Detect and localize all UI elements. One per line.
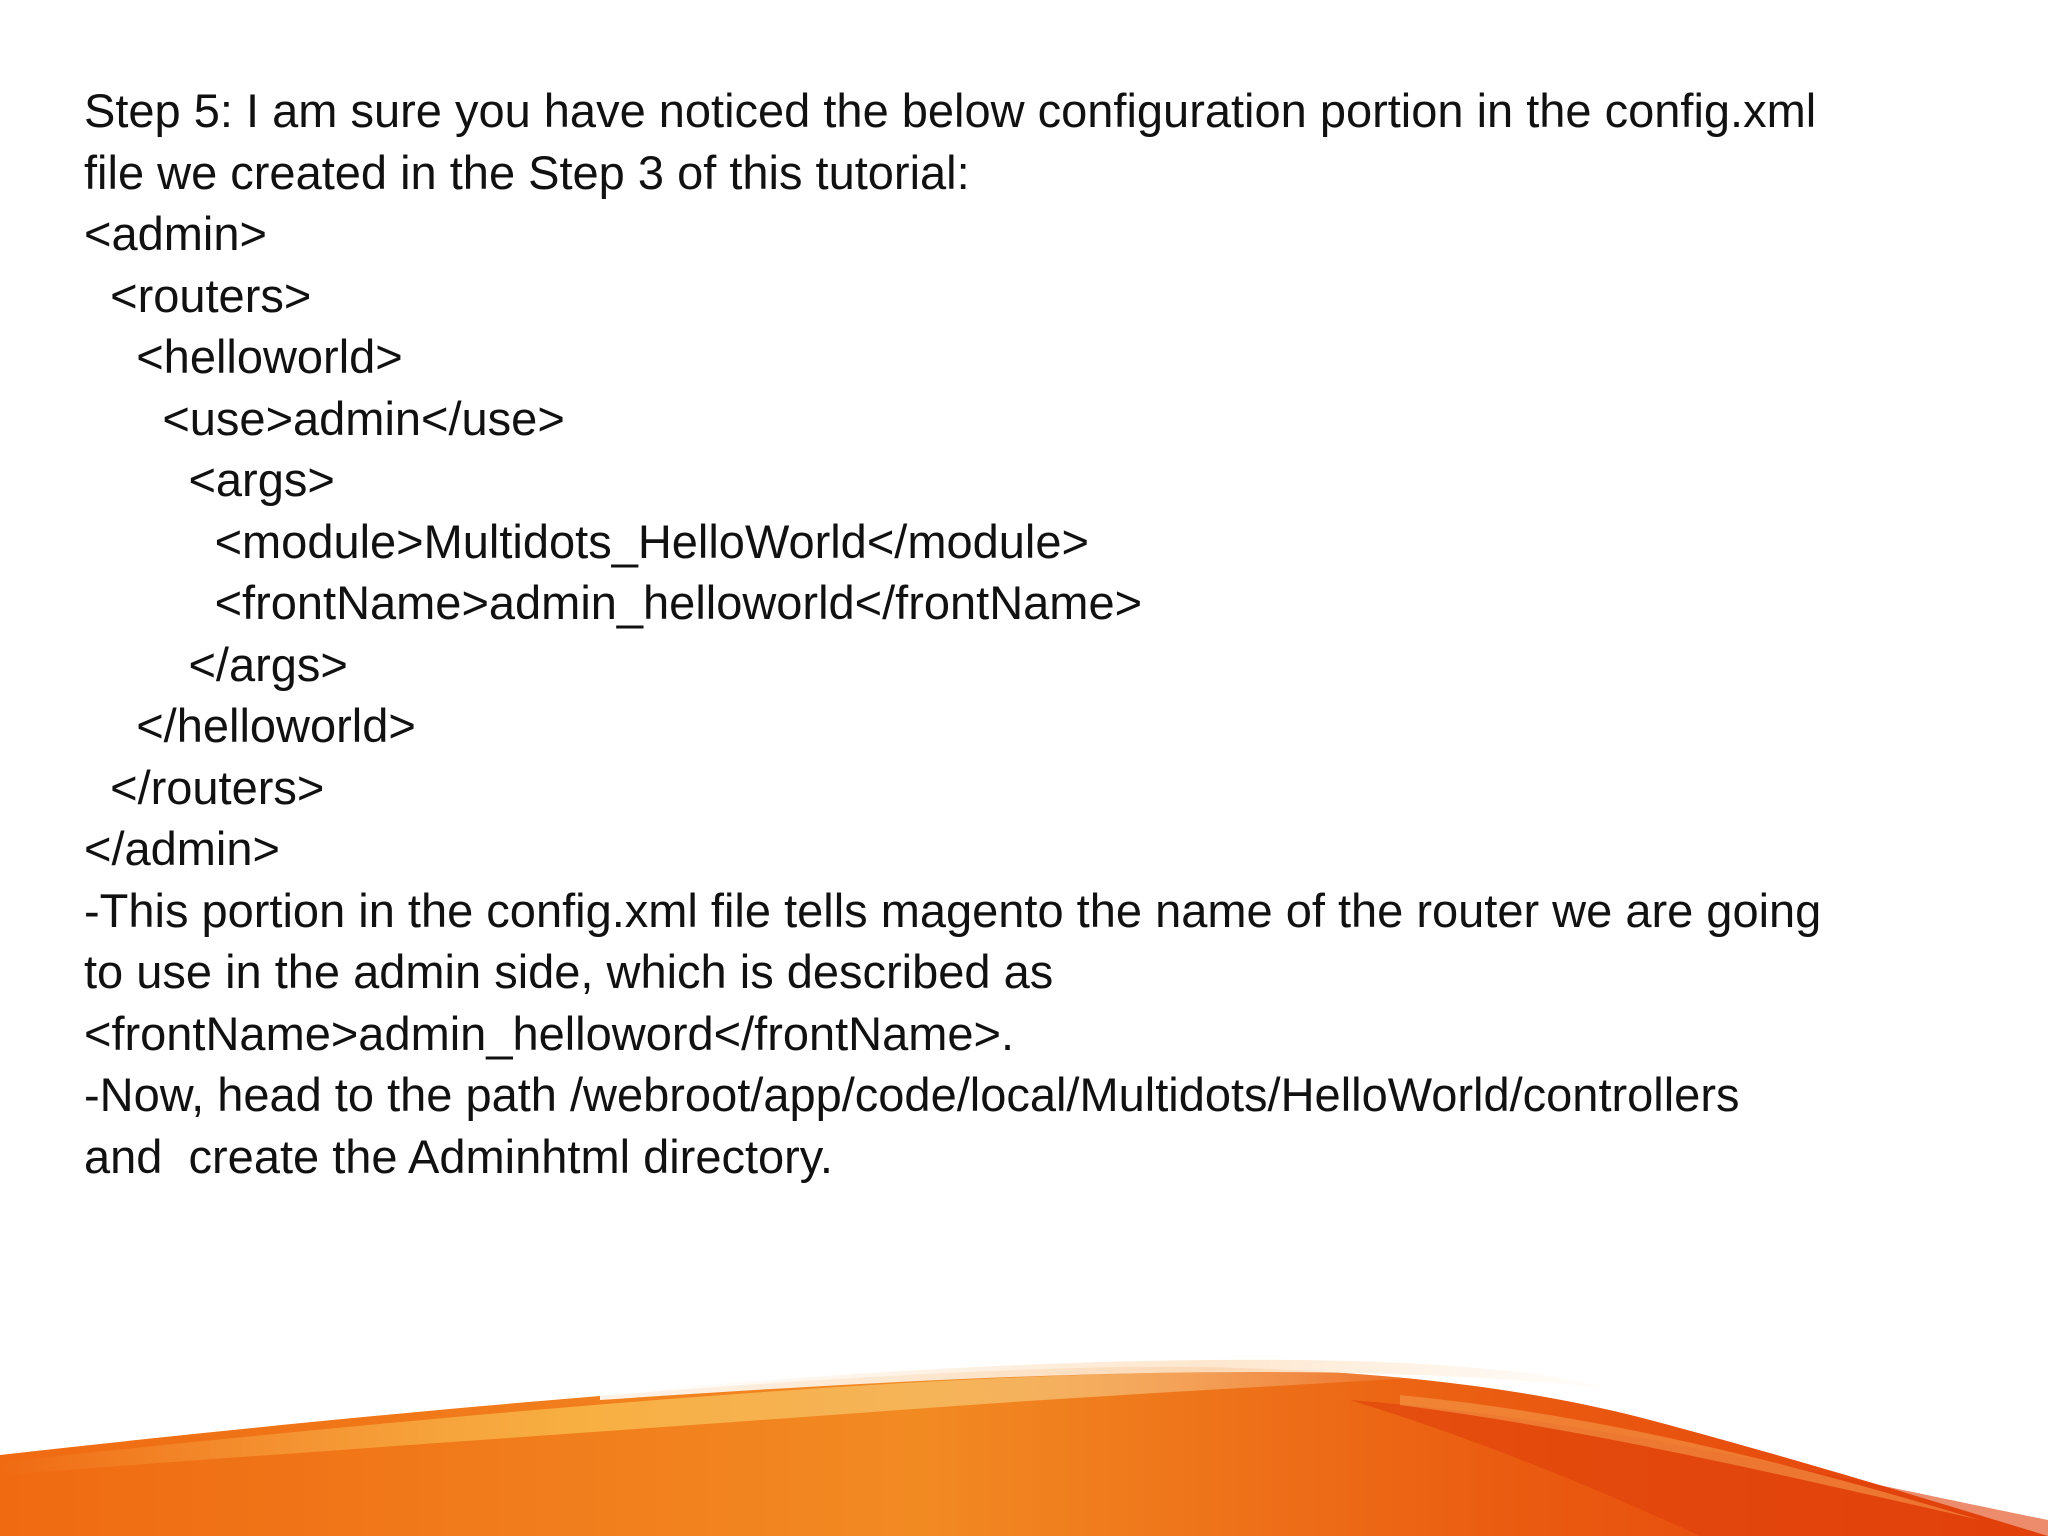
text-line: Step 5: I am sure you have noticed the below configuration portion in the config.xml bbox=[84, 84, 1817, 137]
text-line: file we created in the Step 3 of this tutorial: bbox=[84, 145, 970, 199]
code-line: <use>admin</use> bbox=[84, 391, 565, 445]
text-line: -Now, head to the path /webroot/app/code/local/Multidots/HelloWorld/controllers bbox=[84, 1068, 1740, 1121]
code-line: <admin> bbox=[84, 207, 267, 260]
code-line: <helloworld> bbox=[84, 330, 403, 383]
code-line: <module>Multidots_HelloWorld</module> bbox=[84, 514, 1089, 568]
text-line: to use in the admin side, which is described as bbox=[84, 945, 1054, 998]
text-line: and create the Adminhtml directory. bbox=[84, 1129, 833, 1183]
code-line: </admin> bbox=[84, 822, 280, 875]
text-line: -This portion in the config.xml file tells magento the name of the router we are going bbox=[84, 883, 1822, 937]
code-line: </routers> bbox=[84, 760, 325, 814]
code-line: </helloworld> bbox=[84, 699, 416, 752]
slide-body bbox=[84, 80, 2004, 1187]
code-line: </args> bbox=[84, 637, 348, 691]
text-line: <frontName>admin_helloword</frontName>. bbox=[84, 1006, 1015, 1060]
code-line: <frontName>admin_helloworld</frontName> bbox=[84, 576, 1143, 629]
code-line: <routers> bbox=[84, 268, 312, 322]
code-line: <args> bbox=[84, 453, 335, 506]
